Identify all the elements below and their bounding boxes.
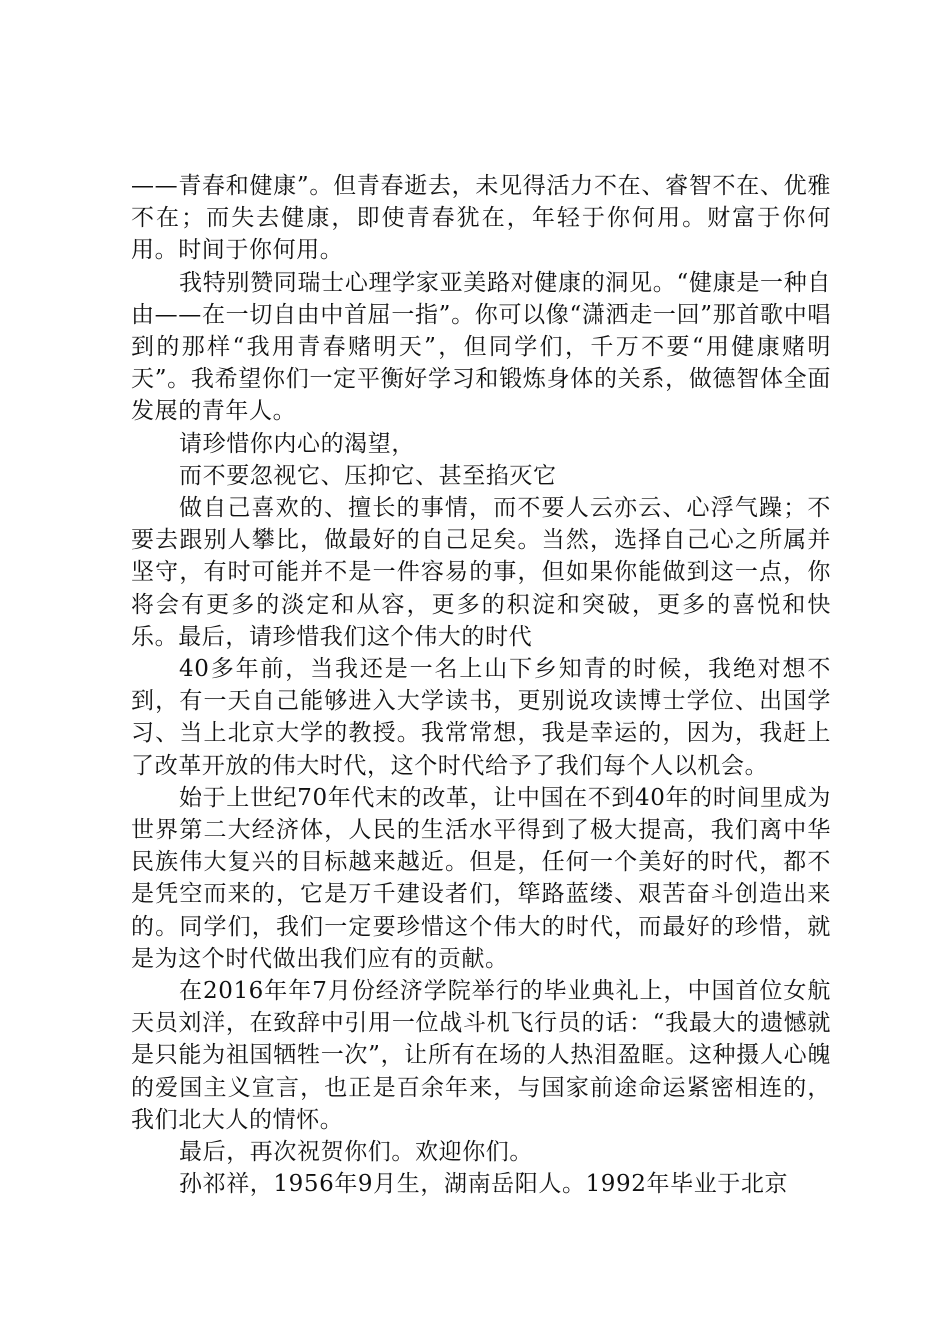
- paragraph-6: 40多年前，当我还是一名上山下乡知青的时候，我绝对想不到，有一天自己能够进入大学读书，更别说攻读博士学位、出国学习、当上北京大学的教授。我常常想，我是幸运的，因为，我赶上了改革开放的伟大时代，这个时代给予了我们每个人以机会。: [131, 656, 831, 779]
- paragraph-9: 最后，再次祝贺你们。欢迎你们。: [179, 1139, 533, 1166]
- paragraph-1: ——青春和健康”。但青春逝去，未见得活力不在、睿智不在、优雅不在；而失去健康，即使青春犹在，年轻于你何用。财富于你何用。时间于你何用。: [131, 173, 831, 264]
- paragraph-4: 而不要忽视它、压抑它、甚至掐灭它: [179, 462, 557, 489]
- document-body: [131, 170, 831, 1201]
- paragraph-5: 做自己喜欢的、擅长的事情，而不要人云亦云、心浮气躁；不要去跟别人攀比，做最好的自己足矣。当然，选择自己心之所属并坚守，有时可能并不是一件容易的事，但如果你能做到这一点，你将会有更多的淡定和从容，更多的积淀和突破，更多的喜悦和快乐。最后，请珍惜我们这个伟大的时代: [131, 495, 831, 650]
- paragraph-7: 始于上世纪70年代末的改革，让中国在不到40年的时间里成为世界第二大经济体，人民的生活水平得到了极大提高，我们离中华民族伟大复兴的目标越来越近。但是，任何一个美好的时代，都不是凭空而来的，它是万千建设者们，筚路蓝缕、艰苦奋斗创造出来的。同学们，我们一定要珍惜这个伟大的时代，而最好的珍惜，就是为这个时代做出我们应有的贡献。: [131, 784, 831, 972]
- paragraph-3: 请珍惜你内心的渴望，: [179, 430, 415, 457]
- paragraph-2: 我特别赞同瑞士心理学家亚美路对健康的洞见。“健康是一种自由——在一切自由中首屈一指”。你可以像“潇洒走一回”那首歌中唱到的那样“我用青春赌明天”，但同学们，千万不要“用健康赌明天”。我希望你们一定平衡好学习和锻炼身体的关系，做德智体全面发展的青年人。: [131, 269, 831, 425]
- paragraph-8: 在2016年年7月份经济学院举行的毕业典礼上，中国首位女航天员刘洋，在致辞中引用一位战斗机飞行员的话：“我最大的遗憾就是只能为祖国牺牲一次”，让所有在场的人热泪盈眶。这种摄人心魄的爱国主义宣言，也正是百余年来，与国家前途命运紧密相连的，我们北大人的情怀。: [131, 978, 831, 1133]
- paragraph-10: 孙祁祥，1956年9月生，湖南岳阳人。1992年毕业于北京: [179, 1171, 789, 1198]
